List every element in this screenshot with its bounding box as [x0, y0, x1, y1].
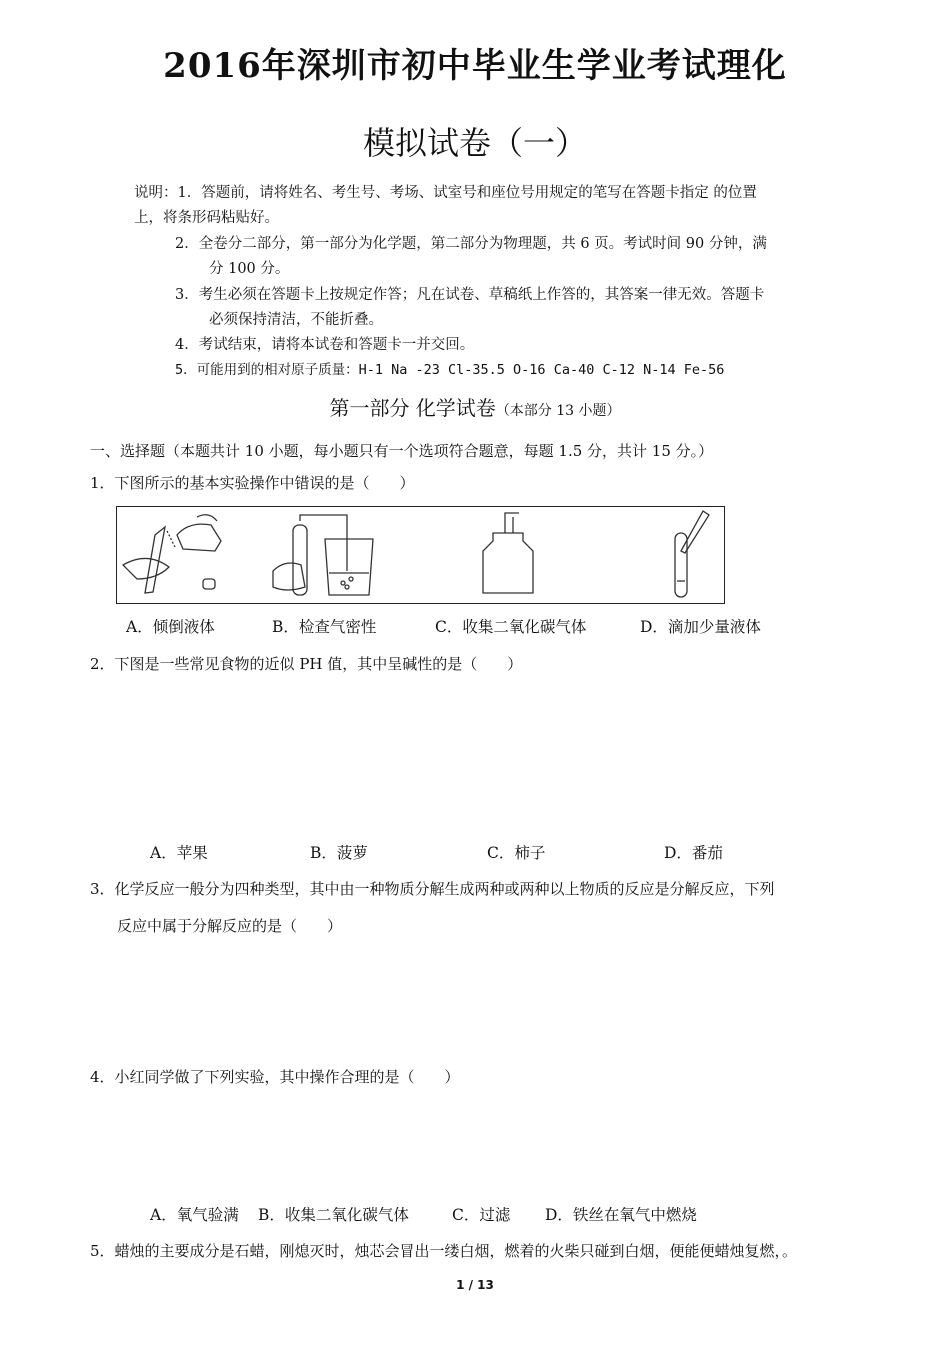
part1-subtitle: （本部分 13 小题）: [495, 403, 621, 419]
q2-option-b[interactable]: B．菠萝: [310, 844, 368, 862]
part1-heading: [0, 392, 950, 421]
instruction-2b: 分 100 分。: [209, 261, 290, 277]
instruction-5: 5．可能用到的相对原子质量：H-1 Na -23 Cl-35.5 O-16 Ca-40 C-12 N-14 Fe-56: [175, 362, 725, 378]
q1-option-d[interactable]: D．滴加少量液体: [640, 618, 761, 636]
q4-option-c[interactable]: C．过滤: [452, 1206, 511, 1224]
q4-option-b[interactable]: B．收集二氧化碳气体: [258, 1206, 409, 1224]
q2-stem: 2．下图是一些常见食物的近似 PH 值，其中呈碱性的是（ ）: [90, 655, 523, 673]
q1-figure: [116, 506, 725, 604]
figure-pouring-liquid: [123, 515, 221, 593]
q1-option-b[interactable]: B．检查气密性: [272, 618, 377, 636]
q2-option-d[interactable]: D．番茄: [664, 844, 723, 862]
figure-co2-collection: [483, 513, 533, 593]
q1-option-c[interactable]: C．收集二氧化碳气体: [435, 618, 587, 636]
q4-option-d[interactable]: D．铁丝在氧气中燃烧: [545, 1206, 697, 1224]
q3-stem-line2: 反应中属于分解反应的是（ ）: [117, 917, 343, 935]
q4-stem: 4．小红同学做了下列实验，其中操作合理的是（ ）: [90, 1068, 460, 1086]
q5-stem: 5．蜡烛的主要成分是石蜡，刚熄灭时，烛芯会冒出一缕白烟，燃着的火柴只碰到白烟，便能便蜡烛复燃，。: [90, 1242, 798, 1260]
instruction-1a: 说明：1．答题前，请将姓名、考生号、考场、试室号和座位号用规定的笔写在答题卡指定 的位置: [134, 185, 757, 201]
q4-option-a[interactable]: A．氧气验满: [150, 1206, 239, 1224]
figure-airtightness-check: [273, 515, 373, 595]
part1-title: 第一部分 化学试卷: [329, 396, 496, 420]
instruction-2a: 2．全卷分二部分，第一部分为化学题，第二部分为物理题，共 6 页。考试时间 90 分钟，满: [175, 236, 767, 252]
section1-heading: 一、选择题（本题共计 10 小题，每小题只有一个选项符合题意，每题 1.5 分，共计 15 分。）: [90, 442, 714, 460]
page-number: 1 / 13: [456, 1278, 494, 1292]
instruction-3b: 必须保持清洁，不能折叠。: [209, 312, 383, 328]
q3-stem-line1: 3．化学反应一般分为四种类型，其中由一种物质分解生成两种或两种以上物质的反应是分解反应，下列: [90, 880, 775, 898]
exam-title-line1: 2016年深圳市初中毕业生学业考试理化: [163, 46, 787, 86]
q2-option-c[interactable]: C．柿子: [487, 844, 546, 862]
figure-dropper: [675, 511, 709, 597]
q1-figure-drawing: [117, 507, 723, 602]
exam-title-line2: 模拟试卷（一）: [362, 124, 587, 162]
instruction-1b: 上，将条形码粘贴好。: [134, 210, 279, 226]
q1-option-a[interactable]: A．倾倒液体: [126, 618, 215, 636]
q2-option-a[interactable]: A．苹果: [150, 844, 208, 862]
q1-stem: 1．下图所示的基本实验操作中错误的是（ ）: [90, 474, 415, 492]
instruction-3a: 3．考生必须在答题卡上按规定作答；凡在试卷、草稿纸上作答的，其答案一律无效。答题卡: [175, 287, 765, 303]
instruction-4: 4．考试结束，请将本试卷和答题卡一并交回。: [175, 337, 475, 353]
